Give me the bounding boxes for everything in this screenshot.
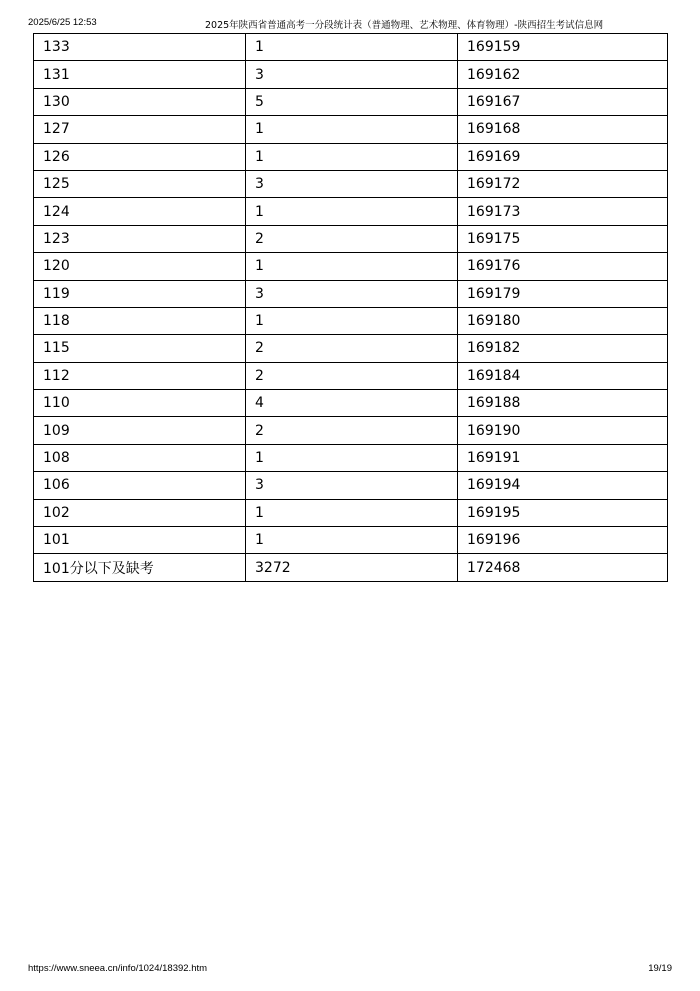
table-row [34,34,668,61]
table-row [34,225,668,252]
score-cell: 126 [34,143,246,170]
score-distribution-table-container [33,33,668,582]
cumulative-cell: 169182 [458,335,668,362]
table-row [34,170,668,197]
cumulative-cell: 169188 [458,390,668,417]
count-cell: 1 [246,499,458,526]
score-cell: 110 [34,390,246,417]
count-cell: 5 [246,88,458,115]
count-cell: 2 [246,362,458,389]
cumulative-cell: 169173 [458,198,668,225]
count-cell: 1 [246,253,458,280]
cumulative-cell: 169194 [458,472,668,499]
cumulative-cell: 169159 [458,34,668,61]
table-row [34,499,668,526]
cumulative-cell: 169184 [458,362,668,389]
score-cell: 112 [34,362,246,389]
page-number: 19/19 [648,963,672,974]
count-cell: 3 [246,170,458,197]
table-row [34,116,668,143]
count-cell: 1 [246,34,458,61]
table-row [34,307,668,334]
cumulative-cell: 172468 [458,554,668,581]
score-cell: 133 [34,34,246,61]
count-cell: 1 [246,116,458,143]
cumulative-cell: 169168 [458,116,668,143]
score-cell: 131 [34,61,246,88]
table-body [34,34,668,582]
count-cell: 3272 [246,554,458,581]
cumulative-cell: 169179 [458,280,668,307]
print-timestamp: 2025/6/25 12:53 [28,17,97,28]
table-row [34,61,668,88]
count-cell: 2 [246,225,458,252]
cumulative-cell: 169180 [458,307,668,334]
score-cell: 108 [34,444,246,471]
cumulative-cell: 169191 [458,444,668,471]
cumulative-cell: 169172 [458,170,668,197]
score-cell: 106 [34,472,246,499]
cumulative-cell: 169167 [458,88,668,115]
count-cell: 1 [246,307,458,334]
table-row [34,554,668,581]
table-row [34,417,668,444]
table-row [34,335,668,362]
table-row [34,390,668,417]
score-cell: 130 [34,88,246,115]
table-row [34,280,668,307]
count-cell: 1 [246,444,458,471]
count-cell: 2 [246,335,458,362]
score-cell: 118 [34,307,246,334]
score-cell: 101 [34,527,246,554]
table-row [34,253,668,280]
page-title: 2025年陕西省普通高考一分段统计表（普通物理、艺术物理、体育物理）-陕西招生考试信息网 [205,20,604,31]
count-cell: 2 [246,417,458,444]
count-cell: 1 [246,143,458,170]
score-cell: 120 [34,253,246,280]
score-cell: 115 [34,335,246,362]
cumulative-cell: 169196 [458,527,668,554]
score-cell: 127 [34,116,246,143]
score-cell: 123 [34,225,246,252]
cumulative-cell: 169162 [458,61,668,88]
count-cell: 3 [246,280,458,307]
score-cell: 102 [34,499,246,526]
table-row [34,143,668,170]
table-row [34,444,668,471]
count-cell: 3 [246,61,458,88]
page-url: https://www.sneea.cn/info/1024/18392.htm [28,963,208,974]
table-row [34,527,668,554]
score-cell: 109 [34,417,246,444]
table-row [34,198,668,225]
cumulative-cell: 169169 [458,143,668,170]
score-distribution-table [33,33,668,582]
score-cell: 119 [34,280,246,307]
cumulative-cell: 169195 [458,499,668,526]
table-row [34,362,668,389]
count-cell: 3 [246,472,458,499]
count-cell: 1 [246,198,458,225]
cumulative-cell: 169175 [458,225,668,252]
score-cell: 101分以下及缺考 [34,554,246,581]
count-cell: 1 [246,527,458,554]
cumulative-cell: 169190 [458,417,668,444]
score-cell: 124 [34,198,246,225]
count-cell: 4 [246,390,458,417]
score-cell: 125 [34,170,246,197]
table-row [34,472,668,499]
cumulative-cell: 169176 [458,253,668,280]
table-row [34,88,668,115]
